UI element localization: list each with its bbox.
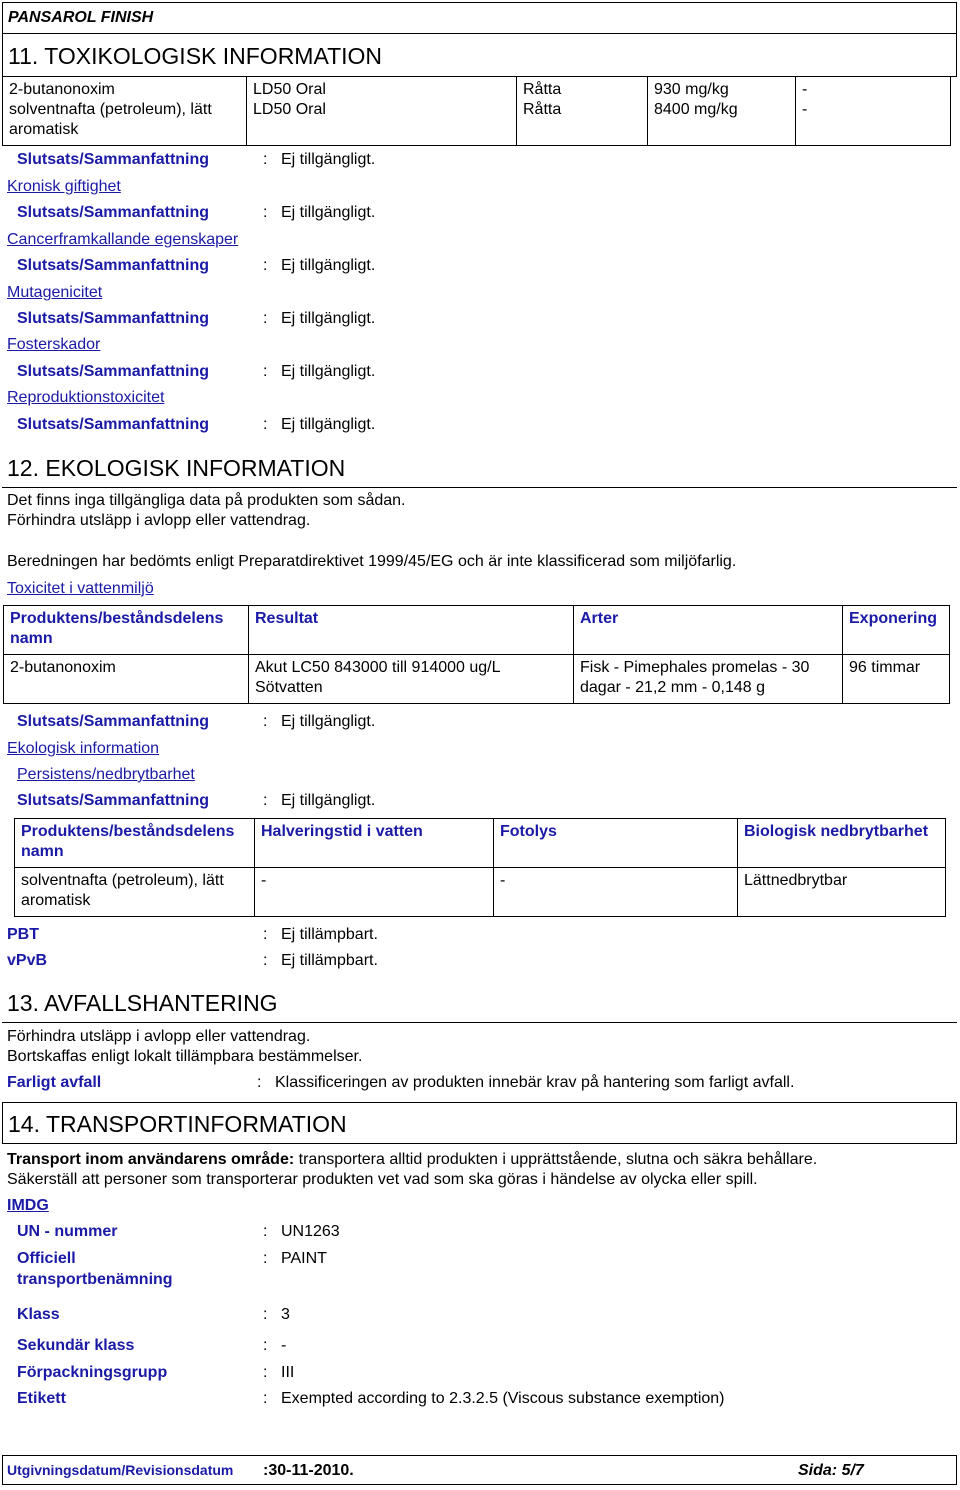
- section-11-header: [2, 34, 957, 77]
- column-header: Halveringstid i vatten: [255, 819, 494, 868]
- summary-label: Slutsats/Sammanfattning: [17, 257, 210, 274]
- acute-toxicity-table: [2, 76, 951, 146]
- ecological-information-link[interactable]: Ekologisk information: [7, 740, 160, 757]
- eco-paragraph: Förhindra utsläpp i avlopp eller vattendrag.: [7, 512, 311, 529]
- un-number-value: UN1263: [281, 1223, 340, 1240]
- aquatic-toxicity-table: [3, 605, 950, 704]
- pbt-value: Ej tillämpbart.: [281, 926, 378, 943]
- table-header-row: [4, 606, 950, 655]
- mutagenicity-link[interactable]: Mutagenicitet: [7, 284, 103, 301]
- shipping-name-label: transportbenämning: [17, 1271, 173, 1288]
- table-cell: -: [255, 868, 494, 917]
- un-number-label: UN - nummer: [17, 1223, 118, 1240]
- label-value: Exempted according to 2.3.2.5 (Viscous substance exemption): [281, 1390, 725, 1407]
- colon: :: [257, 1074, 262, 1091]
- document-header: [2, 2, 957, 34]
- summary-label: Slutsats/Sammanfattning: [17, 151, 210, 168]
- species-value: Råtta: [523, 81, 562, 98]
- section-14-header: [2, 1102, 957, 1144]
- summary-label: Slutsats/Sammanfattning: [17, 204, 210, 221]
- summary-value: Ej tillgängligt.: [281, 792, 376, 809]
- waste-paragraph: Förhindra utsläpp i avlopp eller vattendrag.: [7, 1028, 311, 1045]
- hazardous-waste-value: Klassificeringen av produkten innebär krav på hantering som farligt avfall.: [275, 1074, 795, 1091]
- column-header: Produktens/beståndsdelens namn: [4, 606, 249, 655]
- colon: :: [263, 713, 268, 730]
- label-label: Etikett: [17, 1390, 66, 1407]
- dose-value: 930 mg/kg: [654, 81, 729, 98]
- dose-value: 8400 mg/kg: [654, 101, 738, 118]
- eco-paragraph: Beredningen har bedömts enligt Preparatdirektivet 1999/45/EG och är inte klassificerad som miljöfarlig.: [7, 553, 737, 570]
- dose-cell: [648, 77, 796, 146]
- species-cell: [517, 77, 648, 146]
- section-12-header: [2, 445, 957, 488]
- section-12-title: 12. EKOLOGISK INFORMATION: [7, 455, 346, 481]
- shipping-name-label: Officiell: [17, 1250, 76, 1267]
- exposure-value: -: [802, 101, 808, 118]
- exposure-cell: [796, 77, 951, 146]
- revision-date-label: Utgivningsdatum/Revisionsdatum: [7, 1462, 234, 1478]
- summary-label: Slutsats/Sammanfattning: [17, 713, 210, 730]
- class-label: Klass: [17, 1306, 60, 1323]
- secondary-class-label: Sekundär klass: [17, 1337, 135, 1354]
- persistence-table: [14, 818, 946, 917]
- column-header: Arter: [574, 606, 843, 655]
- exposure-value: -: [802, 81, 808, 98]
- colon: :: [263, 1337, 268, 1354]
- document-footer: [2, 1455, 957, 1485]
- colon: :: [263, 257, 268, 274]
- vpvb-value: Ej tillämpbart.: [281, 952, 378, 969]
- table-cell: solventnafta (petroleum), lätt aromatisk: [15, 868, 255, 917]
- column-header: Resultat: [249, 606, 574, 655]
- waste-paragraph: Bortskaffas enligt lokalt tillämpbara bestämmelser.: [7, 1048, 363, 1065]
- test-value: LD50 Oral: [253, 81, 326, 98]
- transport-paragraph: [7, 1151, 817, 1169]
- eco-paragraph: Det finns inga tillgängliga data på produkten som sådan.: [7, 492, 406, 509]
- column-header: Exponering: [843, 606, 950, 655]
- colon: :: [263, 792, 268, 809]
- column-header: Fotolys: [494, 819, 738, 868]
- persistence-link[interactable]: Persistens/nedbrytbarhet: [17, 766, 195, 783]
- colon: :: [263, 1250, 268, 1267]
- table-row: [4, 655, 950, 704]
- species-value: Råtta: [523, 101, 562, 118]
- colon: :: [263, 310, 268, 327]
- table-cell: 96 timmar: [843, 655, 950, 704]
- table-cell: -: [494, 868, 738, 917]
- summary-label: Slutsats/Sammanfattning: [17, 416, 210, 433]
- teratogenicity-link[interactable]: Fosterskador: [7, 336, 101, 353]
- transport-text: transportera alltid produkten i upprättstående, slutna och säkra behållare.: [298, 1151, 818, 1168]
- substance-name: 2-butanonoxim: [9, 81, 115, 98]
- colon: :: [263, 1390, 268, 1407]
- colon: :: [263, 926, 268, 943]
- section-13-header: [2, 980, 957, 1023]
- summary-label: Slutsats/Sammanfattning: [17, 310, 210, 327]
- pbt-label: PBT: [7, 926, 39, 943]
- packing-group-value: III: [281, 1364, 295, 1381]
- hazardous-waste-label: Farligt avfall: [7, 1074, 102, 1091]
- table-cell: Fisk - Pimephales promelas - 30 dagar - 21,2 mm - 0,148 g: [574, 655, 843, 704]
- column-header: Produktens/beståndsdelens namn: [15, 819, 255, 868]
- summary-value: Ej tillgängligt.: [281, 416, 376, 433]
- imdg-link[interactable]: IMDG: [7, 1197, 49, 1214]
- page-number: Sida: 5/7: [798, 1462, 864, 1479]
- colon: :: [263, 952, 268, 969]
- section-14-title: 14. TRANSPORTINFORMATION: [8, 1111, 347, 1137]
- reproductive-toxicity-link[interactable]: Reproduktionstoxicitet: [7, 389, 165, 406]
- table-header-row: [15, 819, 946, 868]
- test-cell: [247, 77, 517, 146]
- colon: :: [263, 1306, 268, 1323]
- colon: :: [263, 1223, 268, 1240]
- section-11-title: 11. TOXIKOLOGISK INFORMATION: [8, 43, 383, 69]
- colon: :: [263, 1364, 268, 1381]
- column-header: Biologisk nedbrytbarhet: [738, 819, 946, 868]
- table-cell: 2-butanonoxim: [4, 655, 249, 704]
- packing-group-label: Förpackningsgrupp: [17, 1364, 168, 1381]
- substance-name: solventnafta (petroleum), lätt aromatisk: [9, 101, 212, 138]
- carcinogenicity-link[interactable]: Cancerframkallande egenskaper: [7, 231, 239, 248]
- aquatic-toxicity-link[interactable]: Toxicitet i vattenmiljö: [7, 580, 154, 597]
- substance-names-cell: [3, 77, 247, 146]
- summary-value: Ej tillgängligt.: [281, 151, 376, 168]
- summary-value: Ej tillgängligt.: [281, 204, 376, 221]
- colon: :: [263, 204, 268, 221]
- colon: :: [263, 363, 268, 380]
- colon: :: [263, 151, 268, 168]
- summary-label: Slutsats/Sammanfattning: [17, 792, 210, 809]
- summary-value: Ej tillgängligt.: [281, 310, 376, 327]
- summary-value: Ej tillgängligt.: [281, 713, 376, 730]
- shipping-name-value: PAINT: [281, 1250, 327, 1267]
- section-13-title: 13. AVFALLSHANTERING: [7, 990, 278, 1016]
- class-value: 3: [281, 1306, 290, 1323]
- chronic-toxicity-link[interactable]: Kronisk giftighet: [7, 178, 121, 195]
- summary-value: Ej tillgängligt.: [281, 363, 376, 380]
- secondary-class-value: -: [281, 1337, 287, 1354]
- summary-label: Slutsats/Sammanfattning: [17, 363, 210, 380]
- product-name: PANSAROL FINISH: [8, 9, 154, 26]
- table-row: [3, 77, 951, 146]
- table-cell: Lättnedbrytbar: [738, 868, 946, 917]
- table-cell: Akut LC50 843000 till 914000 ug/L Sötvatten: [249, 655, 574, 704]
- transport-label: Transport inom användarens område:: [7, 1151, 295, 1168]
- transport-paragraph: Säkerställ att personer som transporterar produkten vet vad som ska göras i händelse av olycka eller spill.: [7, 1171, 758, 1188]
- vpvb-label: vPvB: [7, 952, 48, 969]
- summary-value: Ej tillgängligt.: [281, 257, 376, 274]
- table-row: [15, 868, 946, 917]
- revision-date-value: :30-11-2010.: [263, 1462, 354, 1479]
- colon: :: [263, 416, 268, 433]
- test-value: LD50 Oral: [253, 101, 326, 118]
